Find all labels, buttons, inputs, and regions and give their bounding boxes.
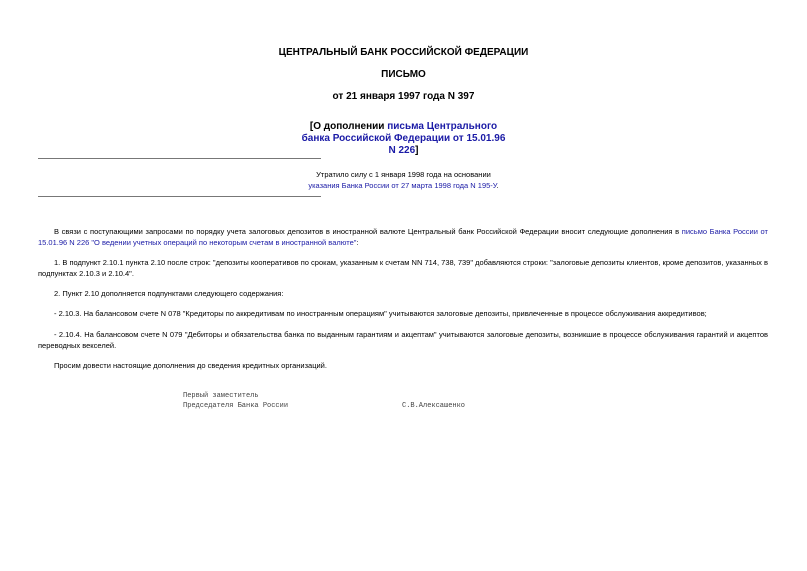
title-suffix: ] — [415, 145, 419, 156]
paragraph-item-2: 2. Пункт 2.10 дополняется подпунктами следующего содержания: — [54, 289, 284, 298]
paragraph-intro — [38, 227, 768, 248]
status-note-end: . — [496, 181, 499, 190]
signatory-position-line1: Первый заместитель — [183, 392, 259, 400]
paragraph-intro-text: В связи с поступающими запросами по порядку учета залоговых депозитов в иностранной валюте Центральный банк Российской Федерации вносит следующие дополнения в — [54, 227, 682, 236]
signatory-position-line2: Председателя Банка России — [183, 402, 289, 410]
paragraph-intro-link[interactable]: письмо Банка России от 15.01.96 N 226 "О ведении учетных операций по некоторым счетам в иностранной валюте" — [38, 227, 768, 247]
document-type-heading: ПИСЬМО — [381, 69, 426, 80]
title-reference-link[interactable]: письма Центрального банка Российской Федерации от 15.01.96 N 226 — [301, 121, 506, 156]
status-note-link[interactable]: указания Банка России от 27 марта 1998 года N 195-У — [308, 181, 497, 190]
paragraph-subitem-2-10-4: - 2.10.4. На балансовом счете N 079 "Дебиторы и обязательства банка по выданным гарантиям и акцептам" учитываются залоговые депозиты, возникшие в процессе обслуживания гарантий и акцептов переводных векселей. — [38, 330, 768, 350]
paragraph-subitem-2-10-3: - 2.10.3. На балансовом счете N 078 "Кредиторы по аккредитивам по иностранным операциям" учитываются залоговые депозиты, привлеченные в процессе обслуживания аккредитивов; — [54, 309, 707, 318]
divider-top — [38, 158, 321, 159]
paragraph-intro-end: : — [356, 237, 359, 247]
document-title — [300, 121, 507, 157]
status-note-text: Утратило силу с 1 января 1998 года на основании — [316, 170, 491, 179]
issuer-heading: ЦЕНТРАЛЬНЫЙ БАНК РОССИЙСКОЙ ФЕДЕРАЦИИ — [278, 47, 529, 58]
status-note — [300, 169, 507, 191]
paragraph-closing: Просим довести настоящие дополнения до сведения кредитных организаций. — [54, 361, 327, 370]
signatory-name: С.В.Алексашенко — [402, 402, 466, 410]
paragraph-item-1: 1. В подпункт 2.10.1 пункта 2.10 после строк: "депозиты кооперативов по срокам, указанным к счетам NN 714, 738, 739" добавляются строки: "залоговые депозиты клиентов, кроме депозитов, указанных в подпунктах 2.10.3 и 2.10.4". — [38, 258, 768, 278]
document-date-number: от 21 января 1997 года N 397 — [332, 91, 475, 102]
divider-bottom — [38, 196, 321, 197]
title-prefix: [О дополнении — [309, 121, 388, 132]
